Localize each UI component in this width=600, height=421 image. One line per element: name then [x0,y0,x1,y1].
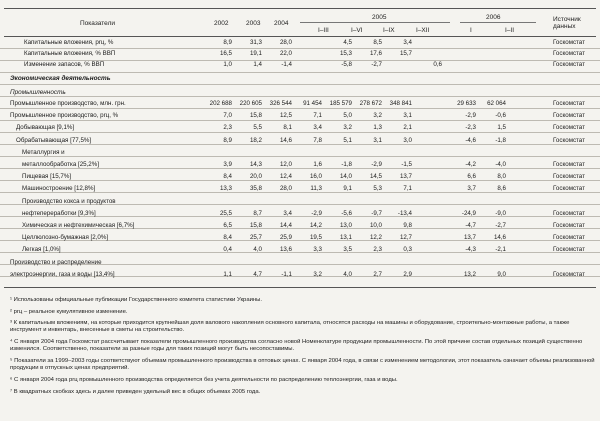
source-cell: Госкомстат [553,50,585,57]
value-cell: 5,5 [253,124,262,132]
value-cell: 1,1 [223,270,232,278]
row-rule [0,84,600,85]
industry-row [0,122,600,134]
value-cell: 25,9 [279,234,292,242]
value-cell: 15,8 [249,112,262,120]
header-2004: 2004 [274,20,289,27]
value-cell: -4,3 [465,246,476,254]
value-cell: 6,5 [223,222,232,229]
value-cell: 13,2 [463,270,476,278]
value-cell: 14,6 [279,136,292,144]
footnote: ² рrц – реальное кумулятивное изменение. [10,309,128,315]
value-cell: 14,0 [339,173,352,181]
footnote: ³ К капитальным вложениям, на которые приходится крупнейшая доля валового накопления основного капитала, относятся расходы на машины и оборудование, строительно-монтажные работы, а также инструмент и инвентарь, внесенные в сметы на строительство. [10,320,570,334]
source-cell: Госкомстат [553,246,585,254]
value-cell: 5,1 [343,136,352,144]
value-cell: 2,3 [373,246,382,254]
header-q2006-2: I–II [505,27,515,34]
value-cell: -1,5 [401,161,412,168]
value-cell: 11,3 [310,185,322,193]
value-cell: 8,1 [283,124,292,132]
header-2005-rule [300,22,450,23]
footnote: ⁵ Показатели за 1999–2003 годы соответствуют объемам промышленного производства в оптовых ценах. С января 2004 года, в связи с изменением методологии, этот показатель означает объемы реализованной продукции в отпускных ценах предприятий. [10,358,595,372]
value-cell: -2,7 [371,61,382,68]
value-cell: 3,2 [343,124,352,132]
industry-row [0,147,600,159]
value-cell: 1,0 [223,61,232,68]
header-q2005-1: I–III [318,27,329,34]
value-cell: 62 064 [487,100,506,107]
header-2003: 2003 [246,20,261,27]
value-cell: 35,8 [249,185,262,193]
value-cell: 29 633 [457,100,476,107]
footnote: ⁷ В квадратных скобках здесь и далее приведен удельный вес в общих объемах 2005 года. [10,389,261,395]
industry-row [0,171,600,183]
value-cell: 220 605 [239,100,262,107]
value-cell: 8,4 [223,173,232,181]
value-cell: 19,5 [309,234,322,242]
value-cell: 15,7 [399,50,412,57]
header-q2005-2: I–VI [351,27,363,34]
value-cell: 20,0 [249,173,262,181]
industry-row [0,183,600,195]
row-label: Производство кокса и продуктов [22,197,116,205]
value-cell: 348 841 [389,100,412,107]
source-cell: Госкомстат [553,161,585,168]
value-cell: 16,5 [219,50,232,57]
value-cell: 8,9 [223,136,232,144]
value-cell: -1,8 [341,161,352,168]
value-cell: 31,3 [249,39,262,46]
value-cell: 17,6 [369,50,382,57]
value-cell: 5,3 [373,185,382,193]
value-cell: -1,8 [495,136,506,144]
value-cell: -2,9 [465,112,476,120]
source-cell: Госкомстат [553,136,585,144]
row-label: Изменение запасов, % ВВП [24,61,105,68]
value-cell: 14,6 [493,234,506,242]
value-cell: 326 544 [269,100,292,107]
header-q2006-1: I [470,27,472,34]
industry-row [0,135,600,147]
value-cell: 10,0 [369,222,382,229]
value-cell: 8,6 [497,185,506,193]
value-cell: 8,0 [497,173,506,181]
value-cell: 91 454 [303,100,322,107]
table-bottom-rule [4,287,596,288]
value-cell: 3,4 [403,39,412,46]
value-cell: -2,9 [371,161,382,168]
value-cell: 16,0 [309,173,322,181]
value-cell: 1,3 [373,124,382,132]
value-cell: 13,6 [279,246,292,254]
value-cell: 12,5 [279,112,292,120]
value-cell: 14,3 [249,161,262,168]
row-label: Пищевая [15,7%] [22,173,72,181]
value-cell: -13,4 [397,209,412,217]
footnote: ⁶ С января 2004 года рrц промышленного производства определяется без учета деятельности по распределению теплоэнергии, газа и воды. [10,377,398,383]
footnote: ¹ Использованы официальные публикации Государственного комитета статистики Украины. [10,297,263,303]
value-cell: -2,9 [311,209,322,217]
row-label: Легкая [1,0%] [22,246,61,254]
row-label: Обрабатывающая [77,5%] [16,136,92,144]
value-cell: 12,0 [279,161,292,168]
row-label: Промышленное производство, млн. грн. [10,100,126,107]
row-rule [0,72,600,73]
value-cell: 0,3 [403,246,412,254]
value-cell: 13,0 [339,222,352,229]
value-cell: 25,7 [249,234,262,242]
value-cell: 13,7 [399,173,412,181]
value-cell: 202 688 [209,100,232,107]
row-label: Химическая и нефтехимическая [6,7%] [22,222,135,229]
industry-row [0,208,600,220]
source-cell: Госкомстат [553,39,585,46]
header-q2005-4: I–XII [416,27,430,34]
value-cell: 3,0 [403,136,412,144]
value-cell: 28,0 [279,185,292,193]
value-cell: -4,2 [465,161,476,168]
value-cell: 3,1 [373,136,382,144]
value-cell: 185 579 [329,100,352,107]
value-cell: 4,7 [253,270,262,278]
industry-row [0,196,600,208]
industry-row [0,232,600,244]
value-cell: 25,5 [219,209,232,217]
value-cell: 2,7 [373,270,382,278]
header-2005: 2005 [372,14,387,21]
value-cell: -9,0 [495,209,506,217]
value-cell: 278 672 [359,100,382,107]
value-cell: -1,4 [281,61,292,68]
value-cell: -2,1 [495,246,506,254]
header-2006: 2006 [486,14,501,21]
value-cell: 6,6 [467,173,476,181]
header-top-rule [4,8,596,9]
value-cell: 7,8 [313,136,322,144]
industry-row [0,269,600,281]
value-cell: -0,6 [495,112,506,120]
header-2006-rule [460,22,536,23]
value-cell: 8,4 [223,234,232,242]
value-cell: 9,0 [497,270,506,278]
row-label: металлообработка [25,2%] [22,161,99,168]
value-cell: -24,9 [461,209,476,217]
source-cell: Госкомстат [553,222,585,229]
industry-row [0,257,600,269]
value-cell: 3,5 [343,246,352,254]
value-cell: 3,9 [223,161,232,168]
industry-row [0,159,600,171]
value-cell: 15,3 [339,50,352,57]
value-cell: 3,2 [313,270,322,278]
value-cell: 4,5 [343,39,352,46]
value-cell: 7,0 [223,112,232,120]
industry-row [0,110,600,122]
source-cell: Госкомстат [553,124,585,132]
value-cell: 8,7 [253,209,262,217]
value-cell: -2,7 [495,222,506,229]
industry-row [0,220,600,232]
value-cell: 22,0 [279,50,292,57]
value-cell: -4,7 [465,222,476,229]
value-cell: 4,0 [253,246,262,254]
value-cell: 2,9 [403,270,412,278]
value-cell: 13,7 [463,234,476,242]
value-cell: 1,4 [253,61,262,68]
value-cell: 15,8 [249,222,262,229]
value-cell: 8,9 [223,39,232,46]
source-cell: Госкомстат [553,185,585,193]
value-cell: 7,1 [403,185,412,193]
value-cell: 7,1 [313,112,322,120]
source-cell: Госкомстат [553,100,585,107]
value-cell: 14,5 [369,173,382,181]
value-cell: -4,0 [495,161,506,168]
value-cell: 3,4 [283,209,292,217]
value-cell: 9,8 [403,222,412,229]
section-industry: Промышленность [10,89,66,96]
row-label: Целлюлозно-бумажная [2,0%] [22,234,109,242]
value-cell: 19,1 [249,50,262,57]
value-cell: 3,4 [313,124,322,132]
value-cell: -4,6 [465,136,476,144]
header-indicator: Показатели [80,20,115,27]
value-cell: 12,4 [279,173,292,181]
value-cell: 1,6 [313,161,322,168]
value-cell: 18,2 [249,136,262,144]
header-2002: 2002 [214,20,229,27]
value-cell: 3,2 [373,112,382,120]
value-cell: -5,6 [341,209,352,217]
source-cell: Госкомстат [553,270,585,278]
row-label: Капитальные вложения, рrц, % [24,39,114,46]
value-cell: -2,3 [465,124,476,132]
row-label: Промышленное производство, рrц, % [10,112,119,120]
value-cell: 14,4 [279,222,292,229]
row-label: электроэнергии, газа и воды [13,4%] [10,270,115,278]
source-cell: Госкомстат [553,61,585,68]
row-label: нефтепереработки [9,3%] [22,209,96,217]
source-cell: Госкомстат [553,209,585,217]
value-cell: 3,1 [403,112,412,120]
value-cell: 13,3 [219,185,232,193]
source-cell: Госкомстат [553,173,585,181]
value-cell: 0,6 [433,61,442,68]
row-label: Металлургия и [22,148,65,156]
row-label: Машиностроение [12,8%] [22,185,96,193]
value-cell: 1,5 [497,124,506,132]
value-cell: 3,3 [313,246,322,254]
value-cell: 28,0 [279,39,292,46]
row-label: Производство и распределение [10,258,102,266]
value-cell: 5,0 [343,112,352,120]
value-cell: 4,0 [343,270,352,278]
section-economic-activity: Экономическая деятельность [10,75,111,82]
value-cell: -9,7 [371,209,382,217]
value-cell: 2,1 [403,124,412,132]
value-cell: -1,1 [281,270,292,278]
value-cell: 9,1 [343,185,352,193]
industry-row [0,98,600,110]
value-cell: 12,2 [369,234,382,242]
value-cell: 13,1 [339,234,352,242]
value-cell: 0,4 [223,246,232,254]
value-cell: 8,5 [373,39,382,46]
row-label: Капитальные вложения, % ВВП [24,50,116,57]
value-cell: 3,7 [467,185,476,193]
row-label: Добывающая [9,1%] [16,124,75,132]
capital-row [0,59,600,71]
value-cell: 2,3 [223,124,232,132]
source-cell: Госкомстат [553,112,585,120]
value-cell: 12,7 [399,234,412,242]
header-q2005-3: I–IX [383,27,395,34]
row-rule [0,96,600,97]
header-source: Источник данных [553,16,581,30]
value-cell: -5,8 [341,61,352,68]
footnote: ⁴ С января 2004 года Госкомстат рассчитывает показатели промышленного производства согласно новой Номенклатуре продукции промышленности. По этой причине состав отдельных позиций существенно изменился. Соответственно, показатели за разные годы для таких позиций могут быть несопоставимы. [10,339,583,353]
value-cell: 14,2 [309,222,322,229]
industry-row [0,244,600,256]
source-cell: Госкомстат [553,234,585,242]
